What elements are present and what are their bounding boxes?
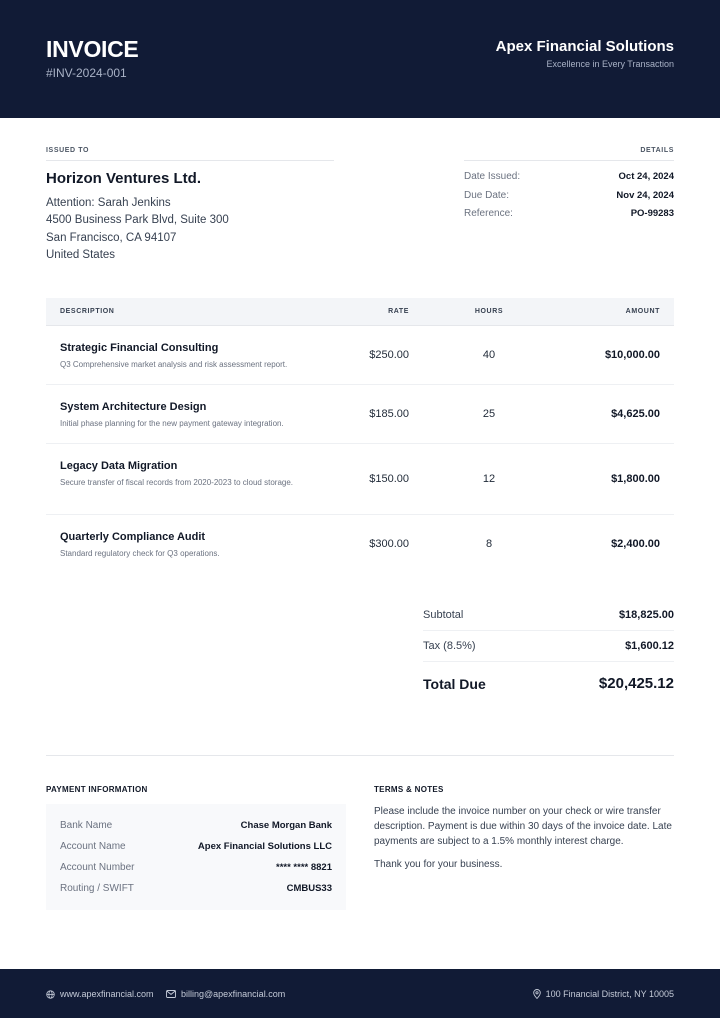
item-title: Quarterly Compliance Audit — [60, 531, 206, 543]
item-title: Strategic Financial Consulting — [60, 342, 219, 354]
item-hours: 8 — [485, 538, 493, 550]
issued-to-label: ISSUED TO — [46, 147, 90, 154]
header-amount: AMOUNT — [625, 308, 660, 315]
payment-key: Account Name — [60, 841, 126, 852]
item-rate: $150.00 — [369, 473, 409, 485]
globe-icon — [46, 990, 55, 999]
company-name: Apex Financial Solutions — [495, 38, 674, 55]
item-rate: $250.00 — [369, 349, 409, 361]
table-header — [46, 298, 674, 326]
detail-value: Oct 24, 2024 — [618, 171, 674, 182]
tax-label: Tax (8.5%) — [423, 640, 476, 652]
terms-label: TERMS & NOTES — [374, 785, 444, 794]
client-city: San Francisco, CA 94107 — [46, 231, 177, 244]
payment-key: Account Number — [60, 862, 135, 873]
item-hours: 40 — [482, 349, 496, 361]
invoice-number: #INV-2024-001 — [46, 66, 127, 80]
footer-email[interactable] — [166, 989, 285, 999]
issued-to-divider — [46, 160, 334, 161]
client-country: United States — [46, 248, 116, 261]
thank-you-note: Thank you for your business. — [374, 859, 503, 870]
item-amount: $10,000.00 — [604, 349, 660, 361]
detail-value: Nov 24, 2024 — [616, 189, 674, 201]
payment-value: CMBUS33 — [286, 883, 332, 894]
payment-value: Chase Morgan Bank — [240, 820, 332, 831]
section-divider — [46, 755, 674, 756]
invoice-footer — [0, 969, 720, 1018]
item-amount: $4,625.00 — [611, 408, 660, 420]
terms-body: Please include the invoice number on your check or wire transfer description. Payment is due within 30 days of the invoice date. Late payments are subject to a 1.5% monthly interest charge. — [374, 806, 672, 847]
detail-row-reference — [464, 207, 674, 226]
detail-row-due-date — [464, 189, 674, 208]
client-name: Horizon Ventures Ltd. — [46, 170, 202, 187]
payment-row-account-number — [60, 860, 332, 881]
total-due-label: Total Due — [423, 676, 486, 692]
item-amount: $2,400.00 — [611, 538, 660, 550]
detail-key: Due Date: — [464, 189, 510, 201]
item-description: Q3 Comprehensive market analysis and risk assessment report. — [60, 360, 288, 369]
item-rate: $300.00 — [369, 538, 409, 550]
payment-row-bank-name — [60, 818, 332, 839]
payment-value: **** **** 8821 — [276, 862, 332, 873]
mail-icon — [166, 990, 176, 998]
payment-info-panel — [46, 804, 346, 910]
table-row — [46, 326, 674, 385]
subtotal-row — [423, 600, 674, 631]
tax-row — [423, 631, 674, 662]
client-address — [46, 195, 229, 264]
item-description: Initial phase planning for the new payment gateway integration. — [60, 419, 284, 428]
item-description: Standard regulatory check for Q3 operations. — [60, 549, 220, 558]
subtotal-label: Subtotal — [423, 609, 464, 621]
footer-address — [533, 989, 674, 999]
item-hours: 25 — [482, 408, 496, 420]
payment-value: Apex Financial Solutions LLC — [197, 841, 332, 852]
table-row — [46, 385, 674, 444]
footer-website[interactable] — [46, 989, 154, 999]
header-description: DESCRIPTION — [60, 308, 115, 315]
payment-key: Routing / SWIFT — [60, 883, 134, 894]
detail-row-date-issued — [464, 170, 674, 189]
item-hours: 12 — [482, 473, 496, 485]
map-pin-icon — [533, 989, 541, 999]
totals-block — [423, 600, 674, 702]
item-title: System Architecture Design — [60, 401, 207, 413]
payment-row-routing — [60, 881, 332, 902]
line-items-table — [46, 298, 674, 574]
invoice-details — [464, 170, 674, 226]
item-rate: $185.00 — [369, 408, 409, 420]
invoice-title: INVOICE — [46, 36, 139, 62]
website-link[interactable]: www.apexfinancial.com — [60, 989, 154, 999]
payment-key: Bank Name — [60, 820, 113, 831]
header-rate: RATE — [388, 308, 409, 315]
client-street: 4500 Business Park Blvd, Suite 300 — [46, 214, 229, 227]
item-amount: $1,800.00 — [611, 473, 660, 485]
item-description: Secure transfer of fiscal records from 2020-2023 to cloud storage. — [60, 478, 294, 487]
company-tagline: Excellence in Every Transaction — [546, 59, 674, 69]
details-divider — [464, 160, 674, 161]
details-label: DETAILS — [640, 147, 674, 154]
payment-info-label: PAYMENT INFORMATION — [46, 785, 148, 794]
address-text: 100 Financial District, NY 10005 — [545, 989, 674, 999]
detail-value: PO-99283 — [630, 208, 674, 219]
detail-key: Reference: — [464, 208, 513, 219]
payment-row-account-name — [60, 839, 332, 860]
header-hours: HOURS — [474, 308, 504, 315]
table-row — [46, 515, 674, 574]
email-link[interactable]: billing@apexfinancial.com — [181, 989, 286, 999]
total-due-row — [423, 662, 674, 702]
invoice-header — [0, 0, 720, 118]
tax-value: $1,600.12 — [625, 640, 674, 652]
detail-key: Date Issued: — [464, 171, 521, 182]
item-title: Legacy Data Migration — [60, 460, 178, 472]
client-attention: Attention: Sarah Jenkins — [46, 197, 171, 209]
total-due-value: $20,425.12 — [598, 675, 674, 692]
subtotal-value: $18,825.00 — [618, 609, 674, 621]
table-row — [46, 444, 674, 515]
